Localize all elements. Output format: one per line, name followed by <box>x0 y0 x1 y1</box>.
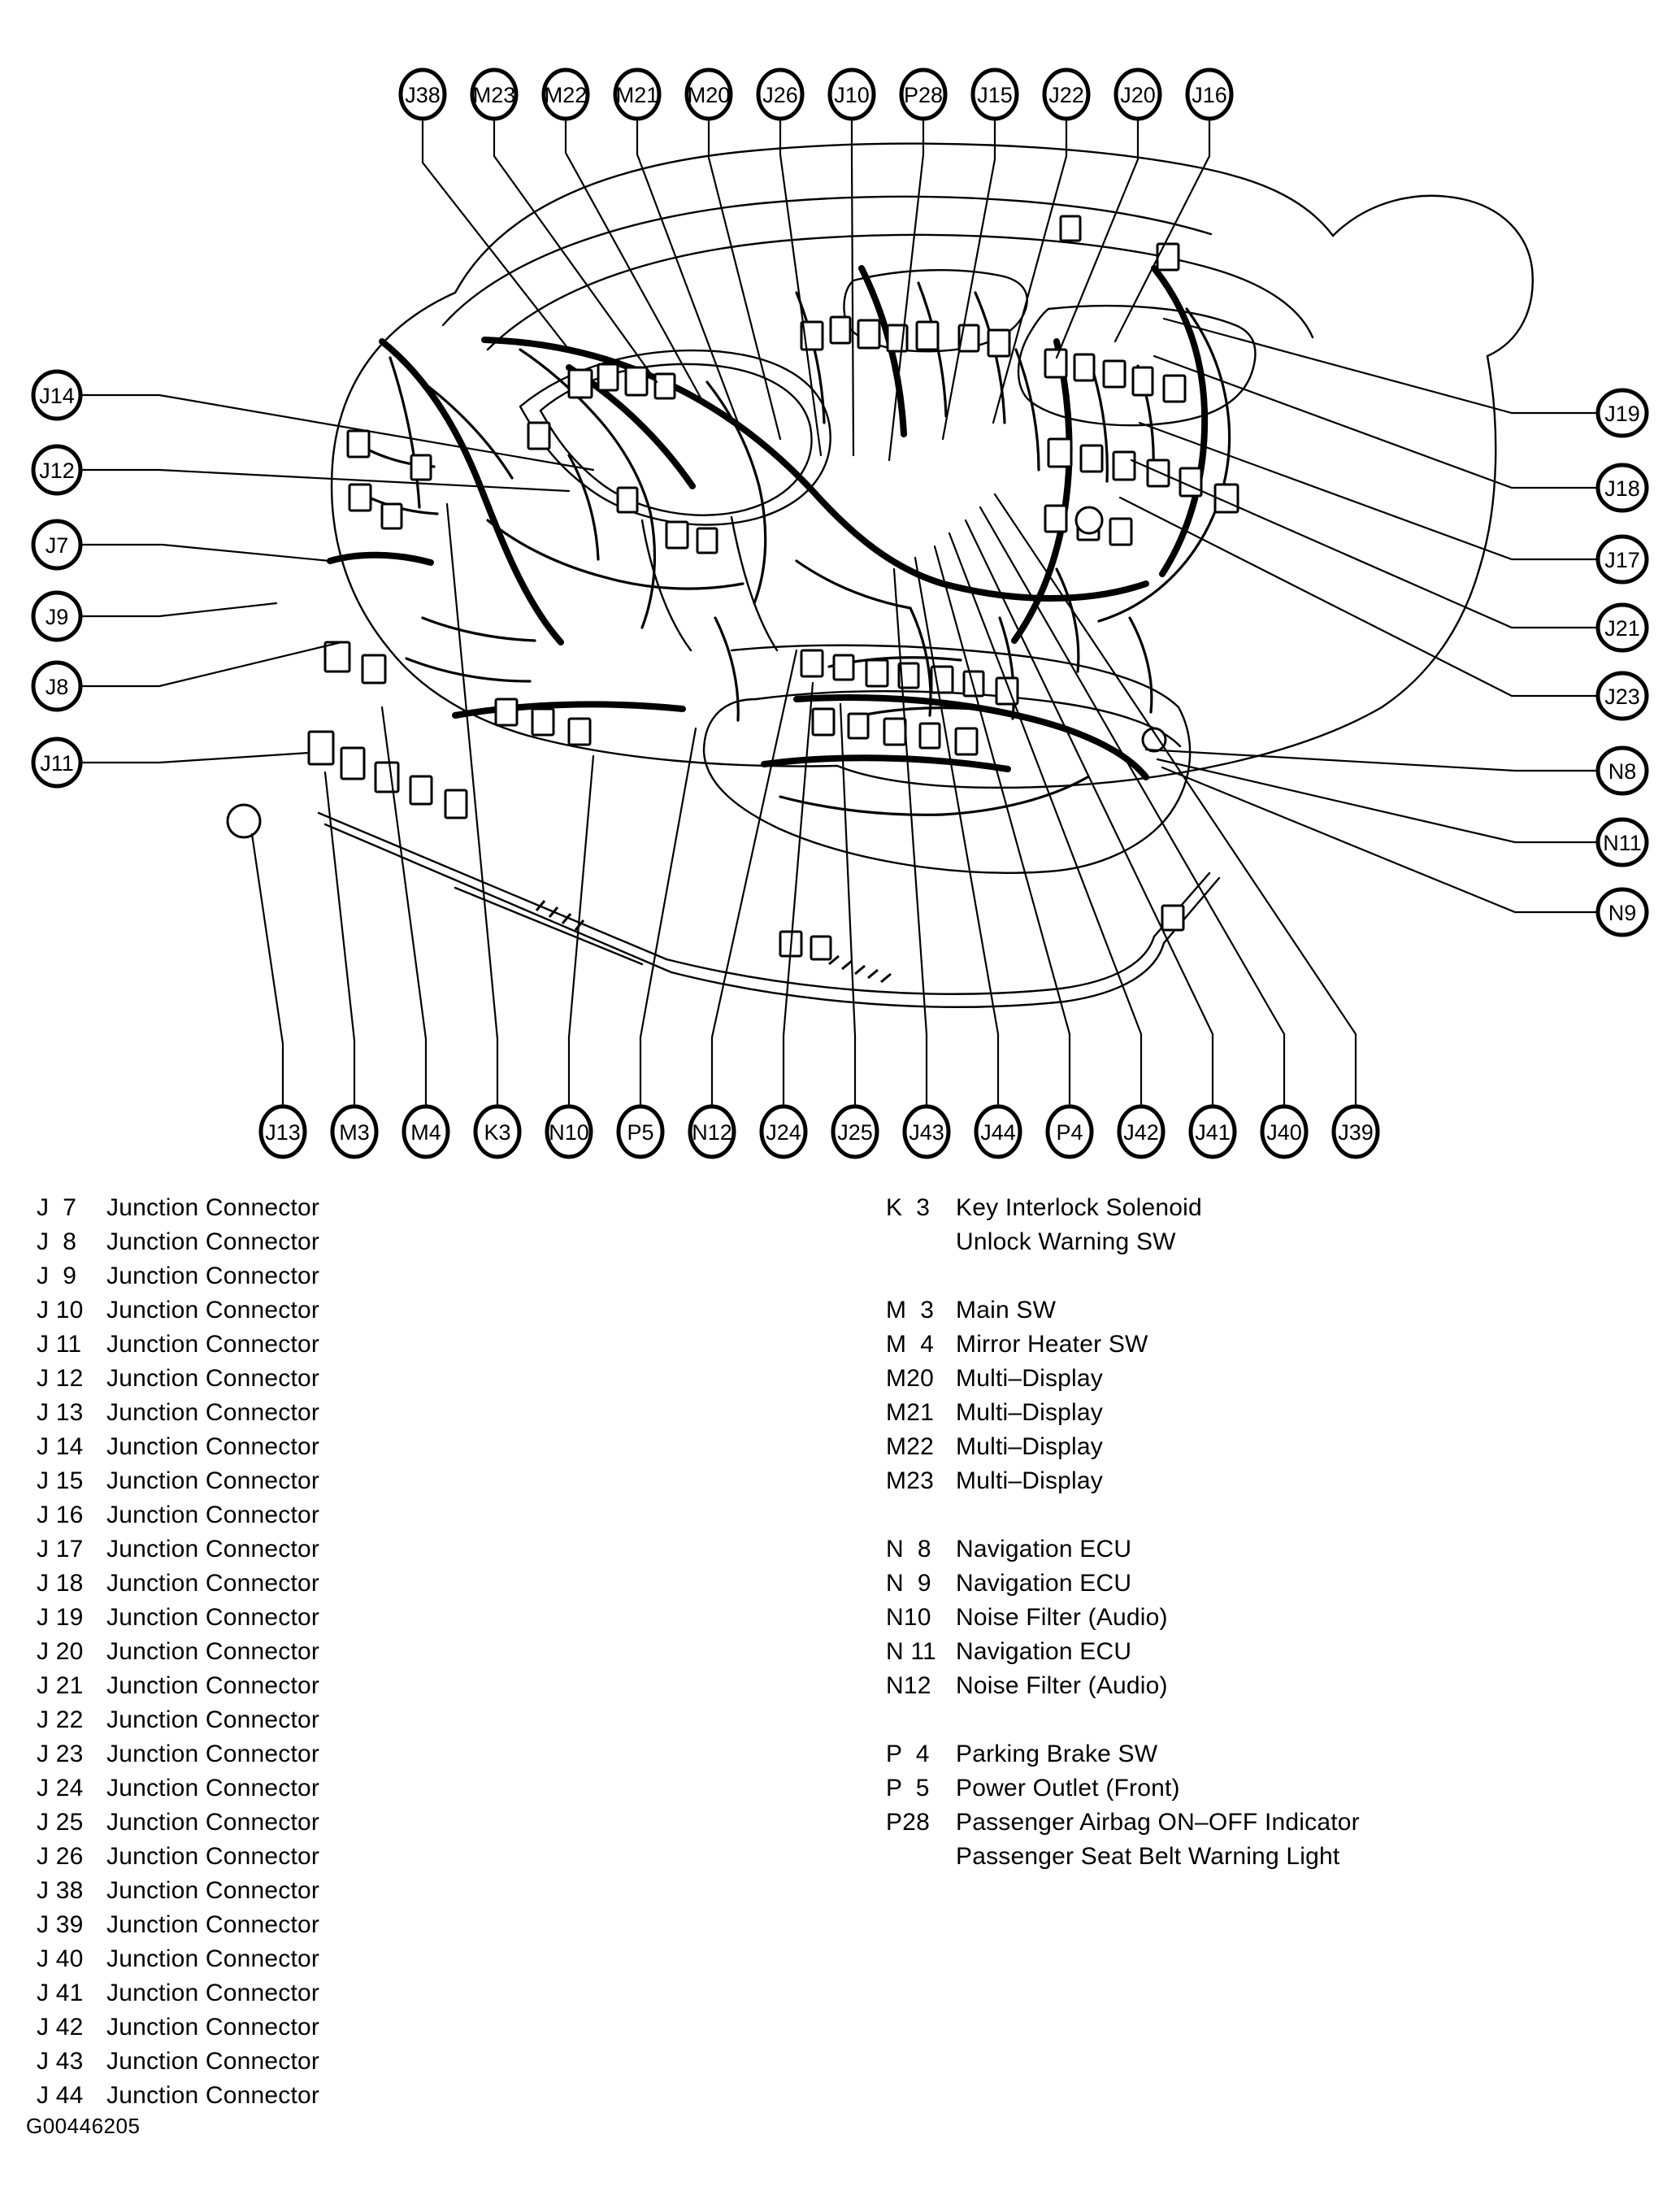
callout-balloon-j42[interactable] <box>1119 1106 1163 1157</box>
legend-code: J 14 <box>37 1433 84 1460</box>
legend-description: Unlock Warning SW <box>956 1228 1176 1255</box>
callout-balloon-n10[interactable] <box>547 1106 591 1157</box>
balloon-label: N9 <box>1608 901 1637 925</box>
legend-spacer <box>886 1703 1658 1737</box>
callout-balloon-j40[interactable] <box>1262 1106 1306 1157</box>
callout-balloons-top <box>401 70 1231 119</box>
legend-code: N 11 <box>886 1638 936 1665</box>
callout-balloon-j17[interactable] <box>1598 537 1647 582</box>
balloon-label: J41 <box>1195 1120 1231 1145</box>
callout-balloon-j43[interactable] <box>905 1106 949 1157</box>
legend-row <box>886 1191 1658 1225</box>
balloon-label: J19 <box>1604 402 1640 426</box>
harness-branch-lines <box>349 283 1230 815</box>
legend-row <box>37 1908 849 1942</box>
legend-description: Junction Connector <box>106 1194 320 1221</box>
legend-row <box>886 1806 1658 1840</box>
legend-row <box>886 1532 1658 1567</box>
legend-description: Junction Connector <box>106 1775 320 1802</box>
callout-balloon-m4[interactable] <box>404 1106 448 1157</box>
callout-balloon-j10[interactable] <box>830 70 874 119</box>
balloon-label: J17 <box>1604 548 1640 572</box>
legend-description: Junction Connector <box>106 1502 320 1528</box>
legend-row <box>37 1771 849 1806</box>
legend-description: Junction Connector <box>106 1980 320 2006</box>
legend-description: Junction Connector <box>106 1570 320 1597</box>
callout-balloon-p4[interactable] <box>1048 1106 1092 1157</box>
callout-balloon-j24[interactable] <box>762 1106 805 1157</box>
balloon-label: J44 <box>980 1120 1016 1145</box>
balloon-label: J7 <box>45 533 69 558</box>
legend-row <box>37 1498 849 1532</box>
balloon-label: J26 <box>762 83 798 107</box>
legend-row <box>886 1430 1658 1464</box>
leader-lines <box>78 94 1600 1104</box>
legend-description: Mirror Heater SW <box>956 1331 1148 1358</box>
legend-code: K 3 <box>886 1194 931 1221</box>
balloon-label: J16 <box>1192 83 1227 107</box>
callout-balloon-j8[interactable] <box>33 663 80 710</box>
legend-description: Junction Connector <box>106 1604 320 1631</box>
legend-description: Multi–Display <box>956 1467 1103 1494</box>
callout-balloon-j18[interactable] <box>1598 465 1647 511</box>
legend-description: Junction Connector <box>106 1536 320 1563</box>
balloon-label: K3 <box>484 1120 511 1145</box>
callout-balloon-j22[interactable] <box>1044 70 1088 119</box>
legend-row <box>37 2045 849 2079</box>
legend-code: P28 <box>886 1809 930 1836</box>
legend-row <box>37 1362 849 1396</box>
callout-balloon-j23[interactable] <box>1598 673 1647 719</box>
callout-balloon-m22[interactable] <box>544 70 588 119</box>
legend-description: Junction Connector <box>106 2014 320 2041</box>
legend-code: J 13 <box>37 1399 84 1426</box>
legend-code: J 44 <box>37 2082 84 2109</box>
legend-code: J 10 <box>37 1297 84 1324</box>
legend-row <box>37 1635 849 1669</box>
legend-row <box>886 1567 1658 1601</box>
balloon-label: N8 <box>1608 759 1637 784</box>
legend-code: J 25 <box>37 1809 84 1836</box>
legend-description: Junction Connector <box>106 2048 320 2075</box>
legend-description: Passenger Airbag ON–OFF Indicator <box>956 1809 1360 1836</box>
balloon-label: J43 <box>909 1120 944 1145</box>
balloon-label: M20 <box>687 83 731 107</box>
legend-description: Junction Connector <box>106 1672 320 1699</box>
legend-code: M20 <box>886 1365 934 1392</box>
callout-balloon-j13[interactable] <box>261 1106 305 1157</box>
legend-code: J 26 <box>37 1843 84 1870</box>
legend-description: Junction Connector <box>106 1433 320 1460</box>
balloon-label: J25 <box>837 1120 873 1145</box>
callout-balloons-bottom <box>261 1106 1378 1157</box>
callout-balloon-j15[interactable] <box>973 70 1017 119</box>
callout-balloon-p5[interactable] <box>619 1106 662 1157</box>
callout-balloon-j41[interactable] <box>1191 1106 1235 1157</box>
callout-balloon-j21[interactable] <box>1598 605 1647 650</box>
legend-row <box>886 1635 1658 1669</box>
legend-description: Main SW <box>956 1297 1057 1324</box>
legend-row <box>37 1396 849 1430</box>
legend-description: Junction Connector <box>106 2082 320 2109</box>
legend-row <box>37 1703 849 1737</box>
legend-row <box>37 1737 849 1771</box>
legend-column-left <box>37 1191 849 2113</box>
legend-row <box>37 1328 849 1362</box>
legend-description: Junction Connector <box>106 1809 320 1836</box>
legend-description: Junction Connector <box>106 1945 320 1972</box>
callout-balloon-j9[interactable] <box>33 593 80 640</box>
legend-description: Junction Connector <box>106 1706 320 1733</box>
callout-balloon-n9[interactable] <box>1598 889 1647 935</box>
balloon-label: J38 <box>405 83 441 107</box>
legend-description: Navigation ECU <box>956 1570 1132 1597</box>
balloon-label: J23 <box>1604 685 1640 709</box>
legend-row <box>37 2010 849 2045</box>
callout-balloon-j44[interactable] <box>976 1106 1020 1157</box>
balloon-label: J8 <box>45 675 69 699</box>
legend-row <box>37 1669 849 1703</box>
legend-row <box>37 1532 849 1567</box>
legend-code: J 17 <box>37 1536 84 1563</box>
legend-description: Junction Connector <box>106 1331 320 1358</box>
legend-code: M21 <box>886 1399 934 1426</box>
callout-balloon-m21[interactable] <box>615 70 659 119</box>
balloon-label: J40 <box>1266 1120 1302 1145</box>
balloon-label: J39 <box>1338 1120 1374 1145</box>
legend-code: J 11 <box>37 1331 82 1358</box>
legend-description: Junction Connector <box>106 1877 320 1904</box>
balloon-label: J14 <box>39 384 75 408</box>
legend-code: J 16 <box>37 1502 84 1528</box>
legend-description: Junction Connector <box>106 1638 320 1665</box>
callout-balloon-j12[interactable] <box>33 446 80 493</box>
callout-balloon-j25[interactable] <box>833 1106 877 1157</box>
legend-code: J 43 <box>37 2048 84 2075</box>
balloon-label: J20 <box>1120 83 1156 107</box>
legend-row <box>886 1601 1658 1635</box>
legend-row <box>886 1464 1658 1498</box>
legend-row <box>886 1225 1658 1259</box>
legend-row <box>37 1191 849 1225</box>
legend-description: Noise Filter (Audio) <box>956 1672 1168 1699</box>
callout-balloon-j16[interactable] <box>1187 70 1231 119</box>
balloon-label: J10 <box>834 83 870 107</box>
legend-description: Parking Brake SW <box>956 1741 1158 1767</box>
balloon-label: P5 <box>627 1120 654 1145</box>
callout-balloon-m3[interactable] <box>332 1106 376 1157</box>
callout-balloons-left <box>33 372 80 786</box>
legend-row <box>37 1874 849 1908</box>
legend-code: J 15 <box>37 1467 84 1494</box>
legend-row <box>37 1601 849 1635</box>
balloon-label: J11 <box>40 751 74 776</box>
legend-spacer <box>886 1259 1658 1293</box>
figure-code: G00446205 <box>26 2114 141 2138</box>
legend-code: N12 <box>886 1672 931 1699</box>
legend-description: Junction Connector <box>106 1399 320 1426</box>
callout-balloon-k3[interactable] <box>475 1106 519 1157</box>
legend-code: J 22 <box>37 1706 84 1733</box>
legend-code: J 8 <box>37 1228 77 1255</box>
legend-row <box>886 1737 1658 1771</box>
harness-trunk-lines <box>330 268 1205 777</box>
legend-code: J 23 <box>37 1741 84 1767</box>
callout-balloon-j14[interactable] <box>33 372 80 419</box>
legend-description: Junction Connector <box>106 1843 320 1870</box>
legend-row <box>886 1840 1658 1874</box>
legend-description: Junction Connector <box>106 1297 320 1324</box>
legend-row <box>886 1362 1658 1396</box>
legend-code: M23 <box>886 1467 934 1494</box>
callout-balloon-j20[interactable] <box>1116 70 1160 119</box>
legend-row <box>37 1464 849 1498</box>
balloon-label: J22 <box>1048 83 1084 107</box>
legend-code: J 42 <box>37 2014 84 2041</box>
legend-code: J 18 <box>37 1570 84 1597</box>
legend-spacer <box>886 1498 1658 1532</box>
callout-balloon-n12[interactable] <box>690 1106 734 1157</box>
legend-row <box>37 1942 849 1976</box>
legend-code: J 41 <box>37 1980 84 2006</box>
balloon-label: J13 <box>265 1120 301 1145</box>
balloon-label: N11 <box>1603 831 1642 855</box>
legend-description: Noise Filter (Audio) <box>956 1604 1168 1631</box>
legend-description: Power Outlet (Front) <box>956 1775 1180 1802</box>
balloon-label: P28 <box>903 83 944 107</box>
legend-description: Junction Connector <box>106 1741 320 1767</box>
legend-row <box>37 1806 849 1840</box>
balloon-label: J9 <box>45 605 69 629</box>
legend-description: Junction Connector <box>106 1911 320 1938</box>
legend-row <box>886 1328 1658 1362</box>
legend-code: M 3 <box>886 1297 935 1324</box>
legend-description: Junction Connector <box>106 1365 320 1392</box>
balloon-label: M4 <box>410 1120 441 1145</box>
balloon-label: J18 <box>1604 476 1640 501</box>
legend-code: J 40 <box>37 1945 84 1972</box>
callout-balloon-j26[interactable] <box>758 70 802 119</box>
legend-code: J 24 <box>37 1775 84 1802</box>
legend-row <box>37 1225 849 1259</box>
legend-code: M 4 <box>886 1331 935 1358</box>
legend-description: Key Interlock Solenoid <box>956 1194 1202 1221</box>
legend-code: J 20 <box>37 1638 84 1665</box>
balloon-label: M21 <box>615 83 659 107</box>
callout-balloon-j11[interactable] <box>33 739 80 786</box>
legend-row <box>37 1259 849 1293</box>
callout-balloon-j7[interactable] <box>33 521 80 568</box>
callout-balloons-right <box>1598 390 1647 935</box>
legend-code: J 7 <box>37 1194 77 1221</box>
legend-code: N 8 <box>886 1536 931 1563</box>
balloon-label: M22 <box>544 83 588 107</box>
legend-description: Multi–Display <box>956 1399 1103 1426</box>
legend-code: J 39 <box>37 1911 84 1938</box>
legend-code: J 38 <box>37 1877 84 1904</box>
callout-balloon-n11[interactable] <box>1598 819 1647 865</box>
legend <box>0 1191 1680 2126</box>
legend-row <box>37 1430 849 1464</box>
legend-code: M22 <box>886 1433 934 1460</box>
legend-code: N 9 <box>886 1570 931 1597</box>
callout-balloon-j19[interactable] <box>1598 390 1647 436</box>
balloon-label: N10 <box>549 1120 589 1145</box>
balloon-label: J24 <box>766 1120 801 1145</box>
legend-row <box>37 1840 849 1874</box>
legend-code: J 19 <box>37 1604 84 1631</box>
legend-description: Passenger Seat Belt Warning Light <box>956 1843 1340 1870</box>
balloon-label: P4 <box>1056 1120 1083 1145</box>
callout-balloon-j38[interactable] <box>401 70 445 119</box>
legend-description: Junction Connector <box>106 1228 320 1255</box>
legend-column-right <box>886 1191 1658 1874</box>
balloon-label: N12 <box>692 1120 732 1145</box>
balloon-label: J42 <box>1123 1120 1159 1145</box>
legend-row <box>886 1771 1658 1806</box>
legend-row <box>37 1567 849 1601</box>
legend-code: J 21 <box>37 1672 84 1699</box>
legend-description: Navigation ECU <box>956 1638 1132 1665</box>
legend-code: P 4 <box>886 1741 930 1767</box>
legend-code: J 12 <box>37 1365 84 1392</box>
legend-description: Navigation ECU <box>956 1536 1132 1563</box>
legend-description: Multi–Display <box>956 1433 1103 1460</box>
balloon-label: M3 <box>339 1120 370 1145</box>
callout-balloon-m20[interactable] <box>687 70 731 119</box>
legend-description: Junction Connector <box>106 1467 320 1494</box>
balloon-label: J21 <box>1604 616 1640 641</box>
balloon-label: J15 <box>977 83 1013 107</box>
legend-row <box>37 1293 849 1328</box>
balloon-label: M23 <box>472 83 516 107</box>
legend-row <box>37 1976 849 2010</box>
legend-description: Multi–Display <box>956 1365 1103 1392</box>
callout-balloon-j39[interactable] <box>1334 1106 1378 1157</box>
legend-row <box>886 1669 1658 1703</box>
balloon-label: J12 <box>39 459 75 483</box>
callout-balloon-p28[interactable] <box>901 70 945 119</box>
legend-code: P 5 <box>886 1775 930 1802</box>
legend-code: N10 <box>886 1604 931 1631</box>
legend-code: J 9 <box>37 1263 77 1289</box>
legend-row <box>886 1293 1658 1328</box>
legend-row <box>37 2079 849 2113</box>
callout-balloon-m23[interactable] <box>472 70 516 119</box>
legend-row <box>886 1396 1658 1430</box>
legend-description: Junction Connector <box>106 1263 320 1289</box>
callout-balloon-n8[interactable] <box>1598 748 1647 793</box>
